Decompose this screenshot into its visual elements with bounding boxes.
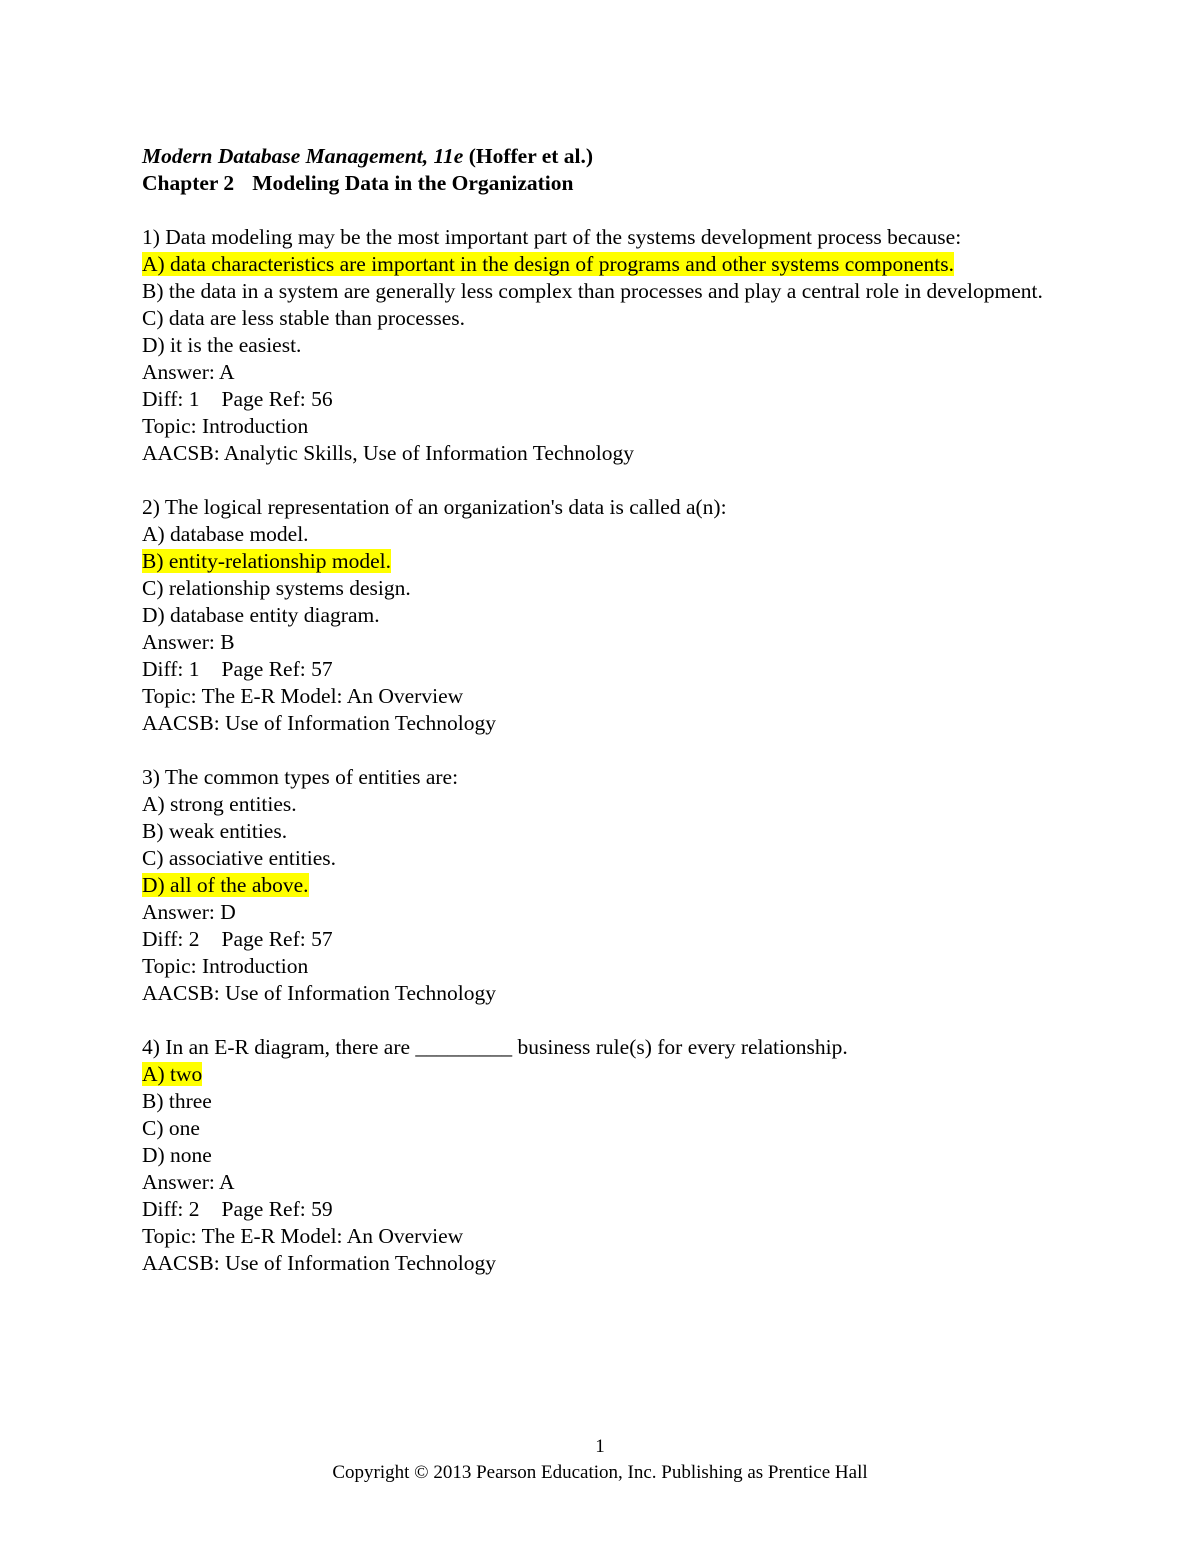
- option-d: D) none: [142, 1143, 212, 1167]
- option-d: D) it is the easiest.: [142, 333, 302, 357]
- topic-line: Topic: Introduction: [142, 414, 309, 438]
- book-authors: (Hoffer et al.): [468, 144, 594, 168]
- chapter-heading: [142, 170, 1072, 197]
- option-a: A) database model.: [142, 522, 309, 546]
- question-2: [142, 494, 1072, 737]
- question-3: [142, 764, 1072, 1007]
- topic-line: Topic: The E-R Model: An Overview: [142, 684, 464, 708]
- answer-line: Answer: A: [142, 1170, 235, 1194]
- option-d: [142, 872, 1072, 899]
- option-c: C) associative entities.: [142, 846, 337, 870]
- aacsb-line: AACSB: Analytic Skills, Use of Information Technology: [142, 441, 634, 465]
- page-number: 1: [595, 1436, 605, 1457]
- difficulty: Diff: 1: [142, 657, 200, 681]
- question-stem: 3) The common types of entities are:: [142, 765, 459, 789]
- book-title: Modern Database Management, 11e: [142, 144, 464, 168]
- option-b: B) three: [142, 1089, 212, 1113]
- option-c: C) relationship systems design.: [142, 576, 411, 600]
- diff-line: [142, 386, 1072, 413]
- aacsb-line: AACSB: Use of Information Technology: [142, 711, 497, 735]
- option-a: [142, 251, 1072, 278]
- diff-line: [142, 656, 1072, 683]
- diff-line: [142, 1196, 1072, 1223]
- difficulty: Diff: 1: [142, 387, 200, 411]
- difficulty: Diff: 2: [142, 927, 200, 951]
- chapter-title: Modeling Data in the Organization: [252, 171, 574, 195]
- diff-line: [142, 926, 1072, 953]
- correct-answer-highlight: D) all of the above.: [142, 873, 309, 897]
- option-c: C) one: [142, 1116, 200, 1140]
- question-stem: 1) Data modeling may be the most important part of the systems development process because:: [142, 225, 962, 249]
- difficulty: Diff: 2: [142, 1197, 200, 1221]
- answer-line: Answer: B: [142, 630, 235, 654]
- page-ref: Page Ref: 56: [221, 387, 333, 411]
- book-title-line: [142, 143, 1072, 170]
- answer-line: Answer: D: [142, 900, 236, 924]
- correct-answer-highlight: A) two: [142, 1062, 203, 1086]
- option-b: B) the data in a system are generally less complex than processes and play a central role in development.: [142, 279, 1043, 303]
- aacsb-line: AACSB: Use of Information Technology: [142, 981, 497, 1005]
- question-4: [142, 1034, 1072, 1277]
- correct-answer-highlight: B) entity-relationship model.: [142, 549, 391, 573]
- question-1: [142, 224, 1072, 467]
- option-a: [142, 1061, 1072, 1088]
- option-b: [142, 548, 1072, 575]
- option-a: A) strong entities.: [142, 792, 297, 816]
- aacsb-line: AACSB: Use of Information Technology: [142, 1251, 497, 1275]
- option-c: C) data are less stable than processes.: [142, 306, 465, 330]
- answer-line: Answer: A: [142, 360, 235, 384]
- chapter-label: Chapter 2: [142, 171, 235, 195]
- page-ref: Page Ref: 59: [221, 1197, 333, 1221]
- topic-line: Topic: The E-R Model: An Overview: [142, 1224, 464, 1248]
- copyright-notice: Copyright © 2013 Pearson Education, Inc. Publishing as Prentice Hall: [332, 1462, 868, 1483]
- page-ref: Page Ref: 57: [221, 927, 333, 951]
- option-b: B) weak entities.: [142, 819, 288, 843]
- question-stem: 2) The logical representation of an organization's data is called a(n):: [142, 495, 727, 519]
- page-content: [142, 143, 1072, 1277]
- correct-answer-highlight: A) data characteristics are important in the design of programs and other systems components.: [142, 252, 954, 276]
- page-ref: Page Ref: 57: [221, 657, 333, 681]
- question-stem: 4) In an E-R diagram, there are _________ business rule(s) for every relationship.: [142, 1035, 848, 1059]
- option-d: D) database entity diagram.: [142, 603, 380, 627]
- topic-line: Topic: Introduction: [142, 954, 309, 978]
